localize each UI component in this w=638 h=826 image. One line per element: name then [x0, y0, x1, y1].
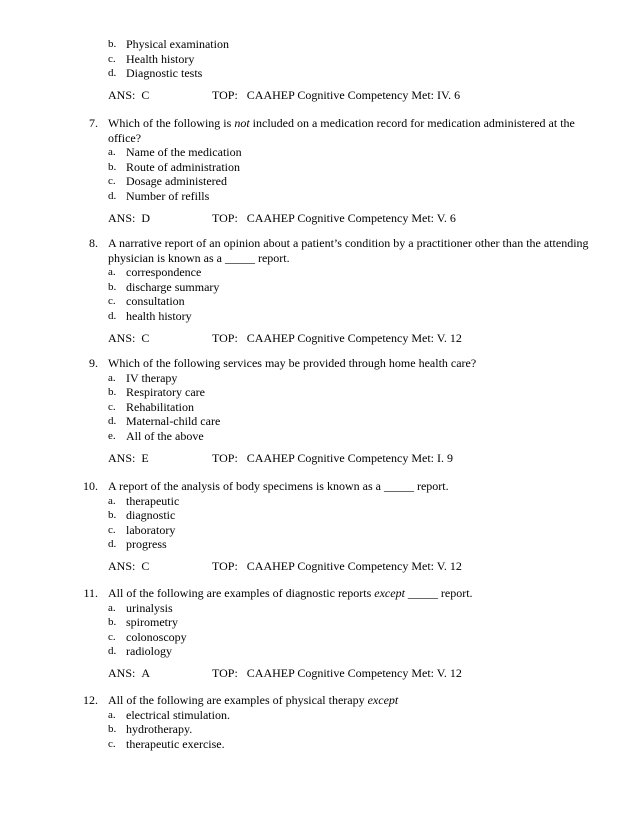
option-letter: b. — [108, 280, 117, 293]
option — [0, 66, 638, 81]
question-line — [0, 356, 638, 371]
answer-line — [0, 451, 638, 466]
option-text: Physical examination — [126, 37, 229, 51]
question-text: All of the following are examples of diagnostic reports except _____ report. — [108, 586, 473, 600]
answer-key: ANS: C — [108, 558, 150, 573]
option — [0, 708, 638, 723]
option — [0, 494, 638, 509]
option-text: progress — [126, 537, 167, 552]
emphasis-text: not — [234, 116, 250, 130]
option-letter: c. — [108, 523, 116, 536]
question-8 — [0, 236, 638, 345]
question-text: A narrative report of an opinion about a patient’s condition by a practitioner other than the attending physician is known as a _____ report. — [108, 236, 589, 265]
option-letter: c. — [108, 630, 116, 643]
option-letter: d. — [108, 189, 117, 202]
question-number: 10. — [83, 479, 98, 493]
option-letter: a. — [108, 371, 116, 384]
option-letter: c. — [108, 737, 116, 750]
option-letter: c. — [108, 52, 116, 65]
option-letter: c. — [108, 400, 116, 413]
option-letter: a. — [108, 708, 116, 721]
option-letter: b. — [108, 160, 117, 173]
option — [0, 523, 638, 538]
option-text: correspondence — [126, 265, 202, 280]
answer-line — [0, 559, 638, 574]
option-text: consultation — [126, 294, 185, 309]
option-text: Diagnostic tests — [126, 66, 203, 81]
option-letter: d. — [108, 67, 117, 80]
option-text: Name of the medication — [126, 145, 242, 160]
option-text: Dosage administered — [126, 174, 227, 189]
option-letter: d. — [108, 309, 117, 322]
topic-line: TOP: CAAHEP Cognitive Competency Met: IV. 6 — [212, 87, 461, 102]
topic-line: TOP: CAAHEP Cognitive Competency Met: V. 12 — [212, 665, 462, 680]
question-line — [0, 479, 638, 494]
option — [0, 145, 638, 160]
option-letter: c. — [108, 295, 116, 308]
option — [0, 537, 638, 552]
option-letter: a. — [108, 266, 116, 279]
option — [0, 385, 638, 400]
option-text: urinalysis — [126, 600, 173, 615]
answer-line — [0, 88, 638, 103]
answer-key: ANS: C — [108, 87, 150, 102]
option-letter: b. — [108, 38, 117, 50]
option-letter: d. — [108, 415, 117, 428]
question-10 — [0, 479, 638, 574]
option-text: radiology — [126, 644, 172, 659]
option-text: therapeutic — [126, 493, 180, 508]
option-letter: a. — [108, 601, 116, 614]
answer-key: ANS: C — [108, 330, 150, 345]
option — [0, 737, 638, 752]
topic-line: TOP: CAAHEP Cognitive Competency Met: V. 12 — [212, 558, 462, 573]
option — [0, 371, 638, 386]
option-text: discharge summary — [126, 279, 220, 294]
option — [0, 265, 638, 280]
answer-key: ANS: E — [108, 450, 149, 465]
answer-key: ANS: A — [108, 665, 151, 680]
option-letter: d. — [108, 645, 117, 658]
option — [0, 601, 638, 616]
question-number: 12. — [83, 693, 98, 707]
question-number: 8. — [89, 236, 98, 250]
question-11 — [0, 586, 638, 681]
option-letter: c. — [108, 175, 116, 188]
option — [0, 309, 638, 324]
option-text: Rehabilitation — [126, 399, 194, 414]
option-text: Number of refills — [126, 188, 210, 203]
option-text: hydrotherapy. — [126, 722, 193, 737]
option — [0, 400, 638, 415]
question-line — [0, 586, 638, 601]
option-letter: a. — [108, 146, 116, 159]
option-letter: e. — [108, 429, 116, 442]
option — [0, 630, 638, 645]
answer-line — [0, 211, 638, 226]
option-letter: b. — [108, 386, 117, 399]
option-text: health history — [126, 308, 192, 323]
option-text: Route of administration — [126, 159, 240, 174]
question-text: Which of the following is not included on a medication record for medication administered at the office? — [108, 116, 575, 145]
option — [0, 160, 638, 175]
option-letter: b. — [108, 509, 117, 522]
option-text: IV therapy — [126, 370, 178, 385]
question-6-continuation — [0, 37, 638, 102]
question-number: 11. — [83, 586, 98, 600]
question-line — [0, 693, 638, 708]
option-letter: b. — [108, 616, 117, 629]
question-9 — [0, 356, 638, 465]
question-7 — [0, 116, 638, 225]
option — [0, 52, 638, 67]
option — [0, 414, 638, 429]
option-text: Respiratory care — [126, 385, 205, 400]
answer-line — [0, 666, 638, 681]
topic-line: TOP: CAAHEP Cognitive Competency Met: I. 9 — [212, 450, 453, 465]
option — [0, 644, 638, 659]
topic-line: TOP: CAAHEP Cognitive Competency Met: V. 12 — [212, 330, 462, 345]
emphasis-text: except — [374, 586, 405, 600]
option — [0, 615, 638, 630]
emphasis-text: except — [367, 693, 399, 707]
question-text: A report of the analysis of body specimens is known as a _____ report. — [108, 479, 449, 493]
option-text: electrical stimulation. — [126, 707, 230, 722]
option-letter: b. — [108, 723, 117, 736]
question-12 — [0, 693, 638, 751]
option-text: therapeutic exercise. — [126, 736, 225, 751]
question-text: All of the following are examples of physical therapy except — [108, 693, 399, 707]
question-text: Which of the following services may be provided through home health care? — [108, 356, 477, 370]
option — [0, 722, 638, 737]
option — [0, 174, 638, 189]
option-letter: a. — [108, 494, 116, 507]
option-text: Health history — [126, 51, 195, 66]
option-text: Maternal-child care — [126, 414, 221, 429]
option-text: laboratory — [126, 522, 176, 537]
option-text: All of the above — [126, 428, 204, 443]
option-text: colonoscopy — [126, 629, 187, 644]
option — [0, 189, 638, 204]
question-number: 9. — [89, 356, 98, 370]
option-letter: d. — [108, 538, 117, 551]
option-text: spirometry — [126, 615, 178, 630]
option — [0, 280, 638, 295]
option-text: diagnostic — [126, 508, 176, 523]
topic-line: TOP: CAAHEP Cognitive Competency Met: V. 6 — [212, 210, 456, 225]
option — [0, 429, 638, 444]
question-number: 7. — [89, 116, 98, 130]
answer-key: ANS: D — [108, 210, 151, 225]
option — [0, 508, 638, 523]
option — [0, 294, 638, 309]
option — [0, 37, 638, 52]
answer-line — [0, 331, 638, 346]
